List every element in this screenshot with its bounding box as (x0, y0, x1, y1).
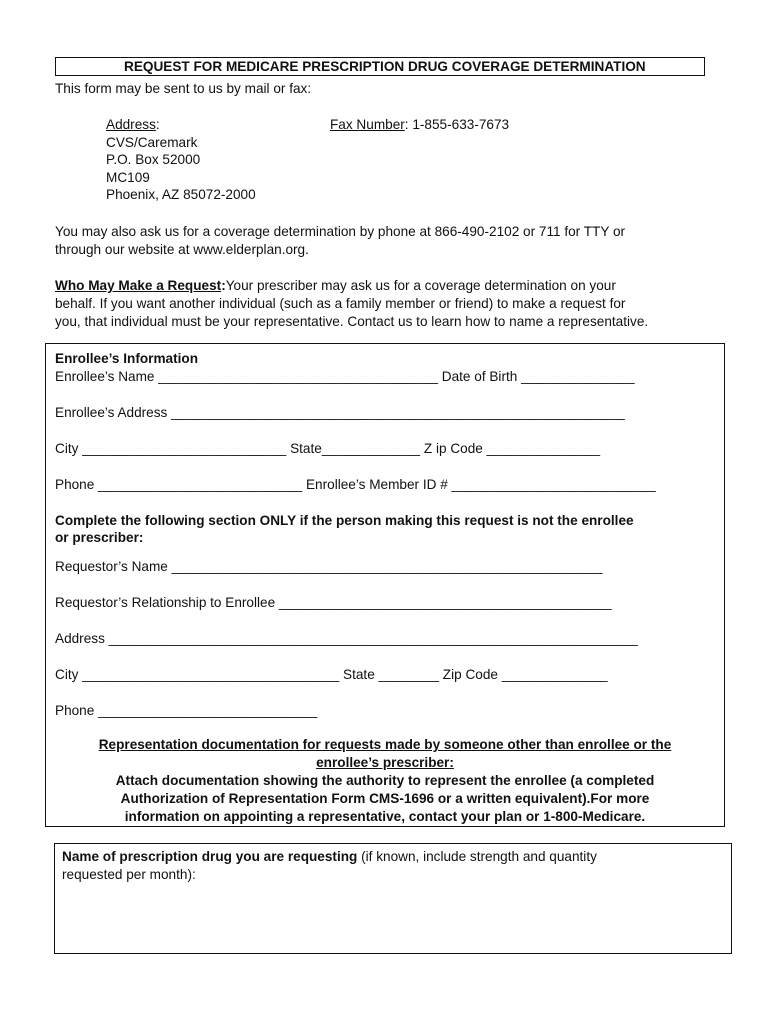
enrollee-heading: Enrollee’s Information (55, 351, 199, 366)
page-title: REQUEST FOR MEDICARE PRESCRIPTION DRUG COVERAGE DETERMINATION (124, 59, 646, 74)
fax-value: : 1-855-633-7673 (404, 117, 510, 132)
requestor-relationship-field[interactable]: Requestor’s Relationship to Enrollee ____________________________________________ (55, 595, 612, 610)
address-label: Address (106, 117, 156, 132)
requestor-address-field[interactable]: Address ______________________________________________________________________ (55, 631, 638, 646)
address-heading (106, 116, 160, 134)
fax-number (330, 116, 509, 134)
address-line-4: Phoenix, AZ 85072-2000 (106, 187, 256, 202)
requestor-name-field[interactable]: Requestor’s Name _________________________________________________________ (55, 559, 603, 574)
address-line-3: MC109 (106, 170, 150, 185)
address-line-1: CVS/Caremark (106, 135, 198, 150)
representation-heading-line-2: enrollee’s prescriber: (316, 755, 454, 770)
enrollee-city-field[interactable]: City ___________________________ State_____________ Z ip Code _______________ (55, 441, 601, 456)
enrollee-phone-field[interactable]: Phone ___________________________ Enrollee’s Member ID # ___________________________ (55, 477, 656, 492)
representation-text-line-2: Authorization of Representation Form CMS-1696 or a written equivalent).For more (120, 791, 650, 806)
address-line-2: P.O. Box 52000 (106, 152, 201, 167)
drug-note-line-2: requested per month): (62, 867, 196, 882)
who-may-line-1 (55, 277, 616, 295)
who-may-line-3: you, that individual must be your representative. Contact us to learn how to name a representative. (55, 314, 649, 329)
who-may-heading: Who May Make a Request (55, 278, 222, 293)
who-may-text-1: Your prescriber may ask us for a coverage determination on your (225, 278, 616, 293)
phone-paragraph-line-2: through our website at www.elderplan.org. (55, 242, 309, 257)
representation-heading-line-1: Representation documentation for requests made by someone other than enrollee or the (98, 737, 672, 752)
who-may-colon: : (221, 278, 226, 293)
who-may-line-2: behalf. If you want another individual (such as a family member or friend) to make a request for (55, 296, 626, 311)
fax-label: Fax Number (330, 117, 405, 132)
drug-label: Name of prescription drug you are requesting (62, 849, 358, 864)
drug-note-1: (if known, include strength and quantity (357, 849, 597, 864)
phone-paragraph-line-1: You may also ask us for a coverage determination by phone at 866-490-2102 or 711 for TTY or (55, 224, 626, 239)
enrollee-address-field[interactable]: Enrollee’s Address ____________________________________________________________ (55, 405, 625, 420)
enrollee-name-field[interactable]: Enrollee’s Name _____________________________________ Date of Birth _______________ (55, 369, 635, 384)
requestor-heading-line-2: or prescriber: (55, 530, 144, 545)
requestor-heading-line-1: Complete the following section ONLY if the person making this request is not the enrollee (55, 513, 634, 528)
representation-text-line-3: information on appointing a representative, contact your plan or 1-800-Medicare. (124, 809, 646, 824)
drug-label-line-1 (62, 848, 597, 866)
requestor-city-field[interactable]: City __________________________________ State ________ Zip Code ______________ (55, 667, 608, 682)
address-colon: : (155, 117, 160, 132)
requestor-phone-field[interactable]: Phone _____________________________ (55, 703, 318, 718)
intro-text: This form may be sent to us by mail or fax: (55, 81, 312, 96)
representation-text-line-1: Attach documentation showing the authority to represent the enrollee (a completed (115, 773, 655, 788)
